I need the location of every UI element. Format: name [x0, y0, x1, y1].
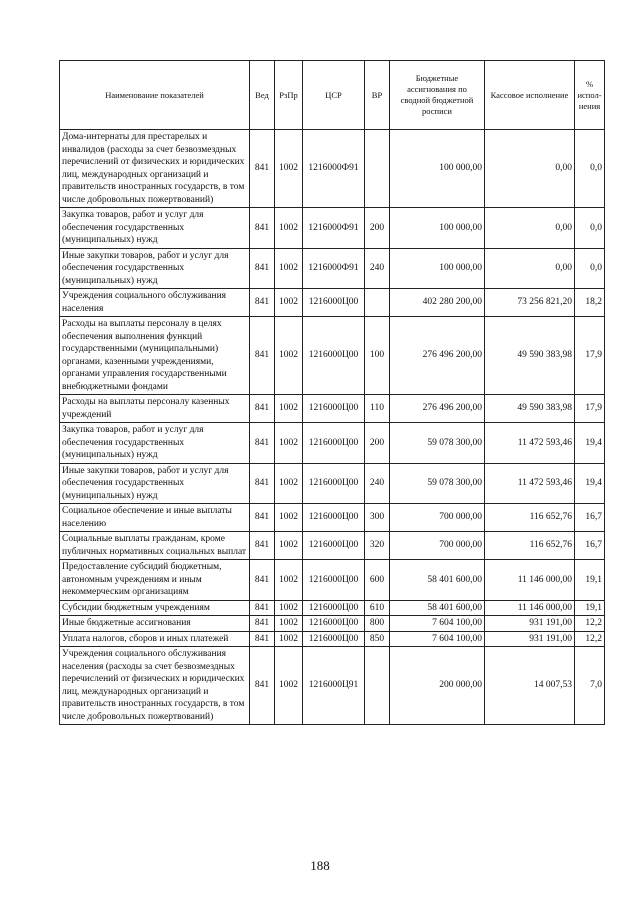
table-row: [60, 504, 605, 532]
cell-assigned: 700 000,00: [390, 532, 485, 560]
cell-cash: 49 590 383,98: [485, 317, 575, 395]
table-row: [60, 208, 605, 249]
cell-csr: 1216000Ц00: [303, 532, 365, 560]
cell-percent: 0,0: [575, 248, 605, 289]
cell-name: Иные закупки товаров, работ и услуг для обеспечения государственных (муниципальных) нужд: [60, 463, 250, 504]
cell-rzpr: 1002: [275, 423, 303, 464]
cell-name: Закупка товаров, работ и услуг для обеспечения государственных (муниципальных) нужд: [60, 423, 250, 464]
cell-assigned: 7 604 100,00: [390, 631, 485, 647]
cell-rzpr: 1002: [275, 289, 303, 317]
cell-rzpr: 1002: [275, 532, 303, 560]
cell-csr: 1216000Ц00: [303, 289, 365, 317]
table-row: [60, 631, 605, 647]
cell-vr: 850: [365, 631, 390, 647]
cell-percent: 0,0: [575, 130, 605, 208]
table-row: [60, 248, 605, 289]
table-header-row: [60, 61, 605, 130]
cell-name: Иные закупки товаров, работ и услуг для обеспечения государственных (муниципальных) нужд: [60, 248, 250, 289]
cell-name: Закупка товаров, работ и услуг для обеспечения государственных (муниципальных) нужд: [60, 208, 250, 249]
cell-percent: 16,7: [575, 504, 605, 532]
cell-ved: 841: [250, 289, 275, 317]
cell-ved: 841: [250, 463, 275, 504]
cell-cash: 11 146 000,00: [485, 560, 575, 601]
cell-percent: 0,0: [575, 208, 605, 249]
cell-csr: 1216000Ц00: [303, 395, 365, 423]
cell-vr: 200: [365, 423, 390, 464]
table-row: [60, 600, 605, 616]
table-row: [60, 560, 605, 601]
cell-cash: 931 191,00: [485, 616, 575, 632]
cell-rzpr: 1002: [275, 647, 303, 725]
cell-assigned: 402 280 200,00: [390, 289, 485, 317]
cell-cash: 116 652,76: [485, 504, 575, 532]
cell-vr: 800: [365, 616, 390, 632]
cell-cash: 14 007,53: [485, 647, 575, 725]
cell-rzpr: 1002: [275, 463, 303, 504]
cell-name: Уплата налогов, сборов и иных платежей: [60, 631, 250, 647]
header-ved: Вед: [250, 61, 275, 130]
cell-csr: 1216000Ф91: [303, 248, 365, 289]
cell-assigned: 7 604 100,00: [390, 616, 485, 632]
cell-rzpr: 1002: [275, 631, 303, 647]
cell-csr: 1216000Ц00: [303, 631, 365, 647]
cell-vr: 110: [365, 395, 390, 423]
cell-rzpr: 1002: [275, 616, 303, 632]
cell-name: Социальные выплаты гражданам, кроме публичных нормативных социальных выплат: [60, 532, 250, 560]
cell-assigned: 59 078 300,00: [390, 423, 485, 464]
cell-ved: 841: [250, 130, 275, 208]
cell-percent: 19,1: [575, 560, 605, 601]
cell-ved: 841: [250, 504, 275, 532]
cell-cash: 0,00: [485, 130, 575, 208]
cell-ved: 841: [250, 208, 275, 249]
header-vr: ВР: [365, 61, 390, 130]
cell-percent: 17,9: [575, 317, 605, 395]
cell-percent: 19,4: [575, 423, 605, 464]
cell-vr: 300: [365, 504, 390, 532]
cell-vr: 240: [365, 248, 390, 289]
cell-assigned: 100 000,00: [390, 130, 485, 208]
cell-percent: 19,1: [575, 600, 605, 616]
table-row: [60, 532, 605, 560]
cell-name: Расходы на выплаты персоналу в целях обеспечения выполнения функций государственными (муниципальными) органами, казенными учреждениями, органами управления государственными внебюджетными фондами: [60, 317, 250, 395]
cell-percent: 18,2: [575, 289, 605, 317]
cell-vr: 610: [365, 600, 390, 616]
cell-ved: 841: [250, 248, 275, 289]
cell-vr: 100: [365, 317, 390, 395]
cell-ved: 841: [250, 647, 275, 725]
cell-csr: 1216000Ц00: [303, 560, 365, 601]
table-body: [60, 130, 605, 725]
cell-name: Учреждения социального обслуживания населения: [60, 289, 250, 317]
cell-cash: 11 472 593,46: [485, 423, 575, 464]
header-csr: ЦСР: [303, 61, 365, 130]
cell-ved: 841: [250, 600, 275, 616]
cell-csr: 1216000Ц00: [303, 600, 365, 616]
budget-table: [59, 60, 605, 725]
cell-name: Расходы на выплаты персоналу казенных учреждений: [60, 395, 250, 423]
cell-vr: 200: [365, 208, 390, 249]
cell-name: Субсидии бюджетным учреждениям: [60, 600, 250, 616]
table-row: [60, 317, 605, 395]
cell-cash: 11 146 000,00: [485, 600, 575, 616]
cell-cash: 49 590 383,98: [485, 395, 575, 423]
cell-cash: 116 652,76: [485, 532, 575, 560]
cell-name: Дома-интернаты для престарелых и инвалидов (расходы за счет безвозмездных перечислений от физических и юридических лиц, международных организаций и правительств иностранных государств, в том числе добровольных пожертвований): [60, 130, 250, 208]
cell-assigned: 276 496 200,00: [390, 395, 485, 423]
cell-name: Социальное обеспечение и иные выплаты населению: [60, 504, 250, 532]
cell-percent: 16,7: [575, 532, 605, 560]
cell-percent: 12,2: [575, 631, 605, 647]
cell-assigned: 100 000,00: [390, 248, 485, 289]
cell-rzpr: 1002: [275, 248, 303, 289]
cell-csr: 1216000Ф91: [303, 208, 365, 249]
cell-csr: 1216000Ц00: [303, 423, 365, 464]
cell-vr: [365, 647, 390, 725]
cell-percent: 12,2: [575, 616, 605, 632]
cell-ved: 841: [250, 317, 275, 395]
table-row: [60, 395, 605, 423]
cell-percent: 7,0: [575, 647, 605, 725]
cell-rzpr: 1002: [275, 560, 303, 601]
cell-csr: 1216000Ц00: [303, 616, 365, 632]
table-row: [60, 423, 605, 464]
cell-csr: 1216000Ц00: [303, 463, 365, 504]
cell-rzpr: 1002: [275, 395, 303, 423]
table-row: [60, 289, 605, 317]
cell-rzpr: 1002: [275, 504, 303, 532]
cell-ved: 841: [250, 532, 275, 560]
cell-ved: 841: [250, 395, 275, 423]
cell-cash: 11 472 593,46: [485, 463, 575, 504]
cell-csr: 1216000Ц91: [303, 647, 365, 725]
cell-vr: 320: [365, 532, 390, 560]
cell-name: Учреждения социального обслуживания населения (расходы за счет безвозмездных перечислений от физических и юридических лиц, международных организаций и правительств иностранных государств, в том числе добровольных пожертвований): [60, 647, 250, 725]
cell-rzpr: 1002: [275, 600, 303, 616]
cell-ved: 841: [250, 631, 275, 647]
header-percent: % испол-нения: [575, 61, 605, 130]
cell-name: Предоставление субсидий бюджетным, автономным учреждениям и иным некоммерческим организациям: [60, 560, 250, 601]
cell-rzpr: 1002: [275, 130, 303, 208]
header-name: Наименование показателей: [60, 61, 250, 130]
cell-percent: 19,4: [575, 463, 605, 504]
table-row: [60, 616, 605, 632]
cell-assigned: 200 000,00: [390, 647, 485, 725]
cell-ved: 841: [250, 616, 275, 632]
cell-csr: 1216000Ф91: [303, 130, 365, 208]
cell-assigned: 58 401 600,00: [390, 560, 485, 601]
table-row: [60, 463, 605, 504]
cell-percent: 17,9: [575, 395, 605, 423]
cell-vr: [365, 289, 390, 317]
header-rzpr: РзПр: [275, 61, 303, 130]
table-row: [60, 647, 605, 725]
cell-cash: 0,00: [485, 248, 575, 289]
cell-assigned: 58 401 600,00: [390, 600, 485, 616]
cell-ved: 841: [250, 423, 275, 464]
cell-vr: 240: [365, 463, 390, 504]
cell-cash: 73 256 821,20: [485, 289, 575, 317]
cell-assigned: 59 078 300,00: [390, 463, 485, 504]
cell-name: Иные бюджетные ассигнования: [60, 616, 250, 632]
cell-assigned: 276 496 200,00: [390, 317, 485, 395]
cell-assigned: 100 000,00: [390, 208, 485, 249]
cell-rzpr: 1002: [275, 208, 303, 249]
header-assigned: Бюджетные ассигнования по сводной бюджетной росписи: [390, 61, 485, 130]
page-number: 188: [310, 858, 330, 873]
cell-cash: 931 191,00: [485, 631, 575, 647]
cell-cash: 0,00: [485, 208, 575, 249]
cell-vr: 600: [365, 560, 390, 601]
cell-vr: [365, 130, 390, 208]
table-row: [60, 130, 605, 208]
cell-csr: 1216000Ц00: [303, 504, 365, 532]
header-cash: Кассовое исполнение: [485, 61, 575, 130]
cell-assigned: 700 000,00: [390, 504, 485, 532]
cell-ved: 841: [250, 560, 275, 601]
cell-csr: 1216000Ц00: [303, 317, 365, 395]
cell-rzpr: 1002: [275, 317, 303, 395]
